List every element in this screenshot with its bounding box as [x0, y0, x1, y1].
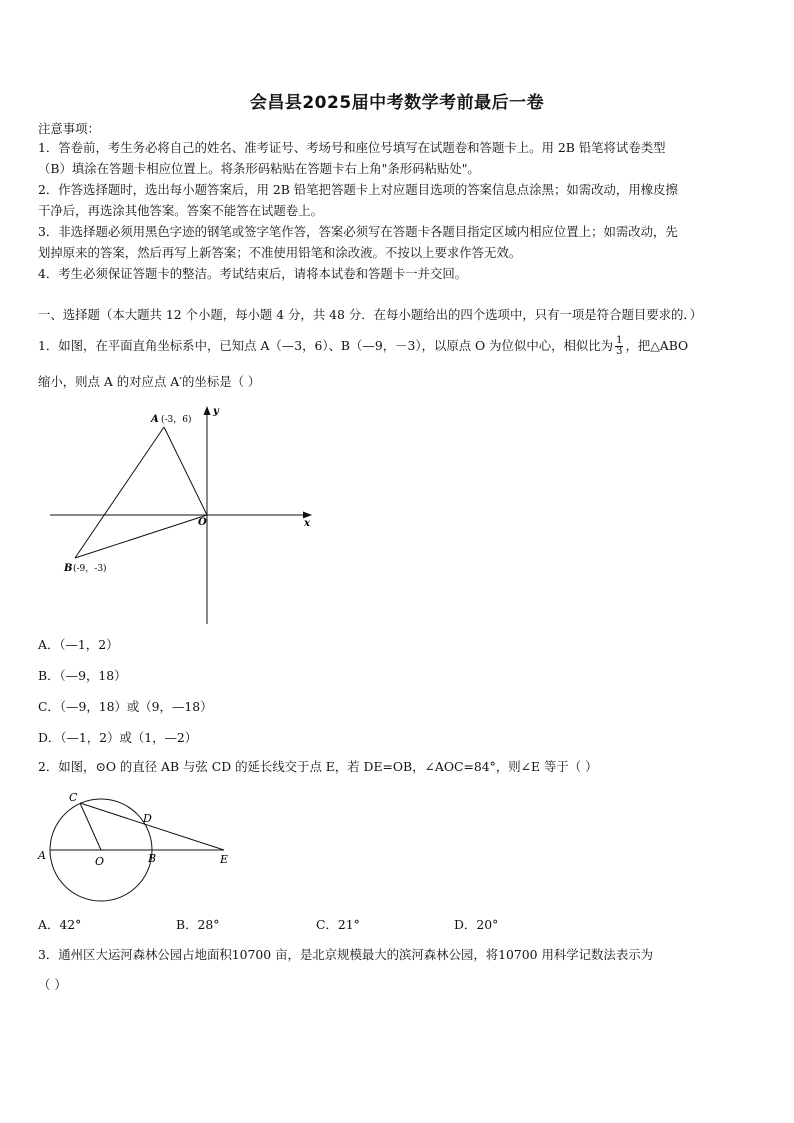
- label-C: C: [69, 791, 78, 804]
- q2-option-c: C．21°: [316, 917, 360, 932]
- label-B: B: [148, 852, 157, 865]
- fraction-numerator: 1: [616, 335, 623, 346]
- segment-AO: [164, 427, 207, 515]
- notes-line: 3．非选择题必须用黑色字迹的钢笔或签字笔作答，答案必须写在答题卡各题目指定区域内相应位置上；如需改动，先: [38, 224, 678, 239]
- label-A: A: [38, 849, 46, 862]
- coordinate-figure: [40, 400, 330, 630]
- segment-OC: [80, 803, 101, 850]
- question-2-stem: 2．如图，⊙O 的直径 AB 与弦 CD 的延长线交于点 E，若 DE=OB，∠AOC=84°，则∠E 等于（ ）: [38, 759, 598, 774]
- point-B-label: B: [64, 563, 73, 574]
- ratio-fraction: [615, 336, 623, 357]
- notes-heading: 注意事项：: [38, 121, 100, 136]
- y-axis-label: y: [213, 406, 219, 417]
- label-O: O: [95, 855, 105, 868]
- q2-option-d: D．20°: [454, 917, 499, 932]
- notes-line: 4．考生必须保证答题卡的整洁。考试结束后，请将本试卷和答题卡一并交回。: [38, 266, 468, 281]
- q1-option-d: D．（—1，2）或（1，—2）: [38, 730, 198, 745]
- notes-line: （B）填涂在答题卡相应位置上。将条形码粘贴在答题卡右上角"条形码粘贴处"。: [38, 161, 480, 176]
- notes-line: 干净后，再选涂其他答案。答案不能答在试题卷上。: [38, 203, 323, 218]
- question-1-stem: [38, 334, 760, 358]
- y-axis-arrow: [204, 406, 211, 415]
- notes-line: 划掉原来的答案，然后再写上新答案；不准使用铅笔和涂改液。不按以上要求作答无效。: [38, 245, 522, 260]
- exam-title: 会昌县2025届中考数学考前最后一卷: [249, 93, 545, 113]
- segment-AB: [75, 427, 164, 558]
- question-3-stem: 3．通州区大运河森林公园占地面积10700 亩，是北京规模最大的滨河森林公园，将10700 用科学记数法表示为: [38, 947, 653, 962]
- q2-option-a: A．42°: [38, 917, 82, 932]
- notes-line: 1．答卷前，考生务必将自己的姓名、准考证号、考场号和座位号填写在试题卷和答题卡上。用 2B 铅笔将试卷类型: [38, 140, 666, 155]
- origin-label: O: [198, 517, 207, 528]
- question-1-text-b: ，把△ABO: [625, 338, 689, 353]
- q2-option-b: B．28°: [176, 917, 220, 932]
- label-D: D: [143, 812, 152, 825]
- question-1-text-a: 1．如图，在平面直角坐标系中，已知点 A（—3，6）、B（—9，－3），以原点 O 为位似中心，相似比为: [38, 338, 614, 353]
- question-3-paren: （ ）: [38, 977, 67, 992]
- q1-option-b: B．（—9，18）: [38, 668, 127, 683]
- x-axis-label: x: [304, 518, 310, 529]
- fraction-denominator: 3: [616, 346, 623, 357]
- point-B-coord: (-9，-3): [73, 564, 107, 574]
- q1-option-c: C．（—9，18）或（9，—18）: [38, 699, 213, 714]
- circle-figure: [32, 788, 242, 903]
- point-A-coord: (-3，6): [161, 415, 192, 425]
- section-heading: 一、选择题（本大题共 12 个小题，每小题 4 分，共 48 分．在每小题给出的四个选项中，只有一项是符合题目要求的．）: [38, 307, 702, 322]
- segment-BO: [75, 515, 207, 558]
- point-A-label: A: [151, 414, 159, 425]
- question-1-text-c: 缩小，则点 A 的对应点 A′的坐标是（ ）: [38, 374, 261, 389]
- notes-line: 2．作答选择题时，选出每小题答案后，用 2B 铅笔把答题卡上对应题目选项的答案信息点涂黑；如需改动，用橡皮擦: [38, 182, 678, 197]
- q1-option-a: A．（—1，2）: [38, 637, 119, 652]
- label-E: E: [220, 853, 229, 866]
